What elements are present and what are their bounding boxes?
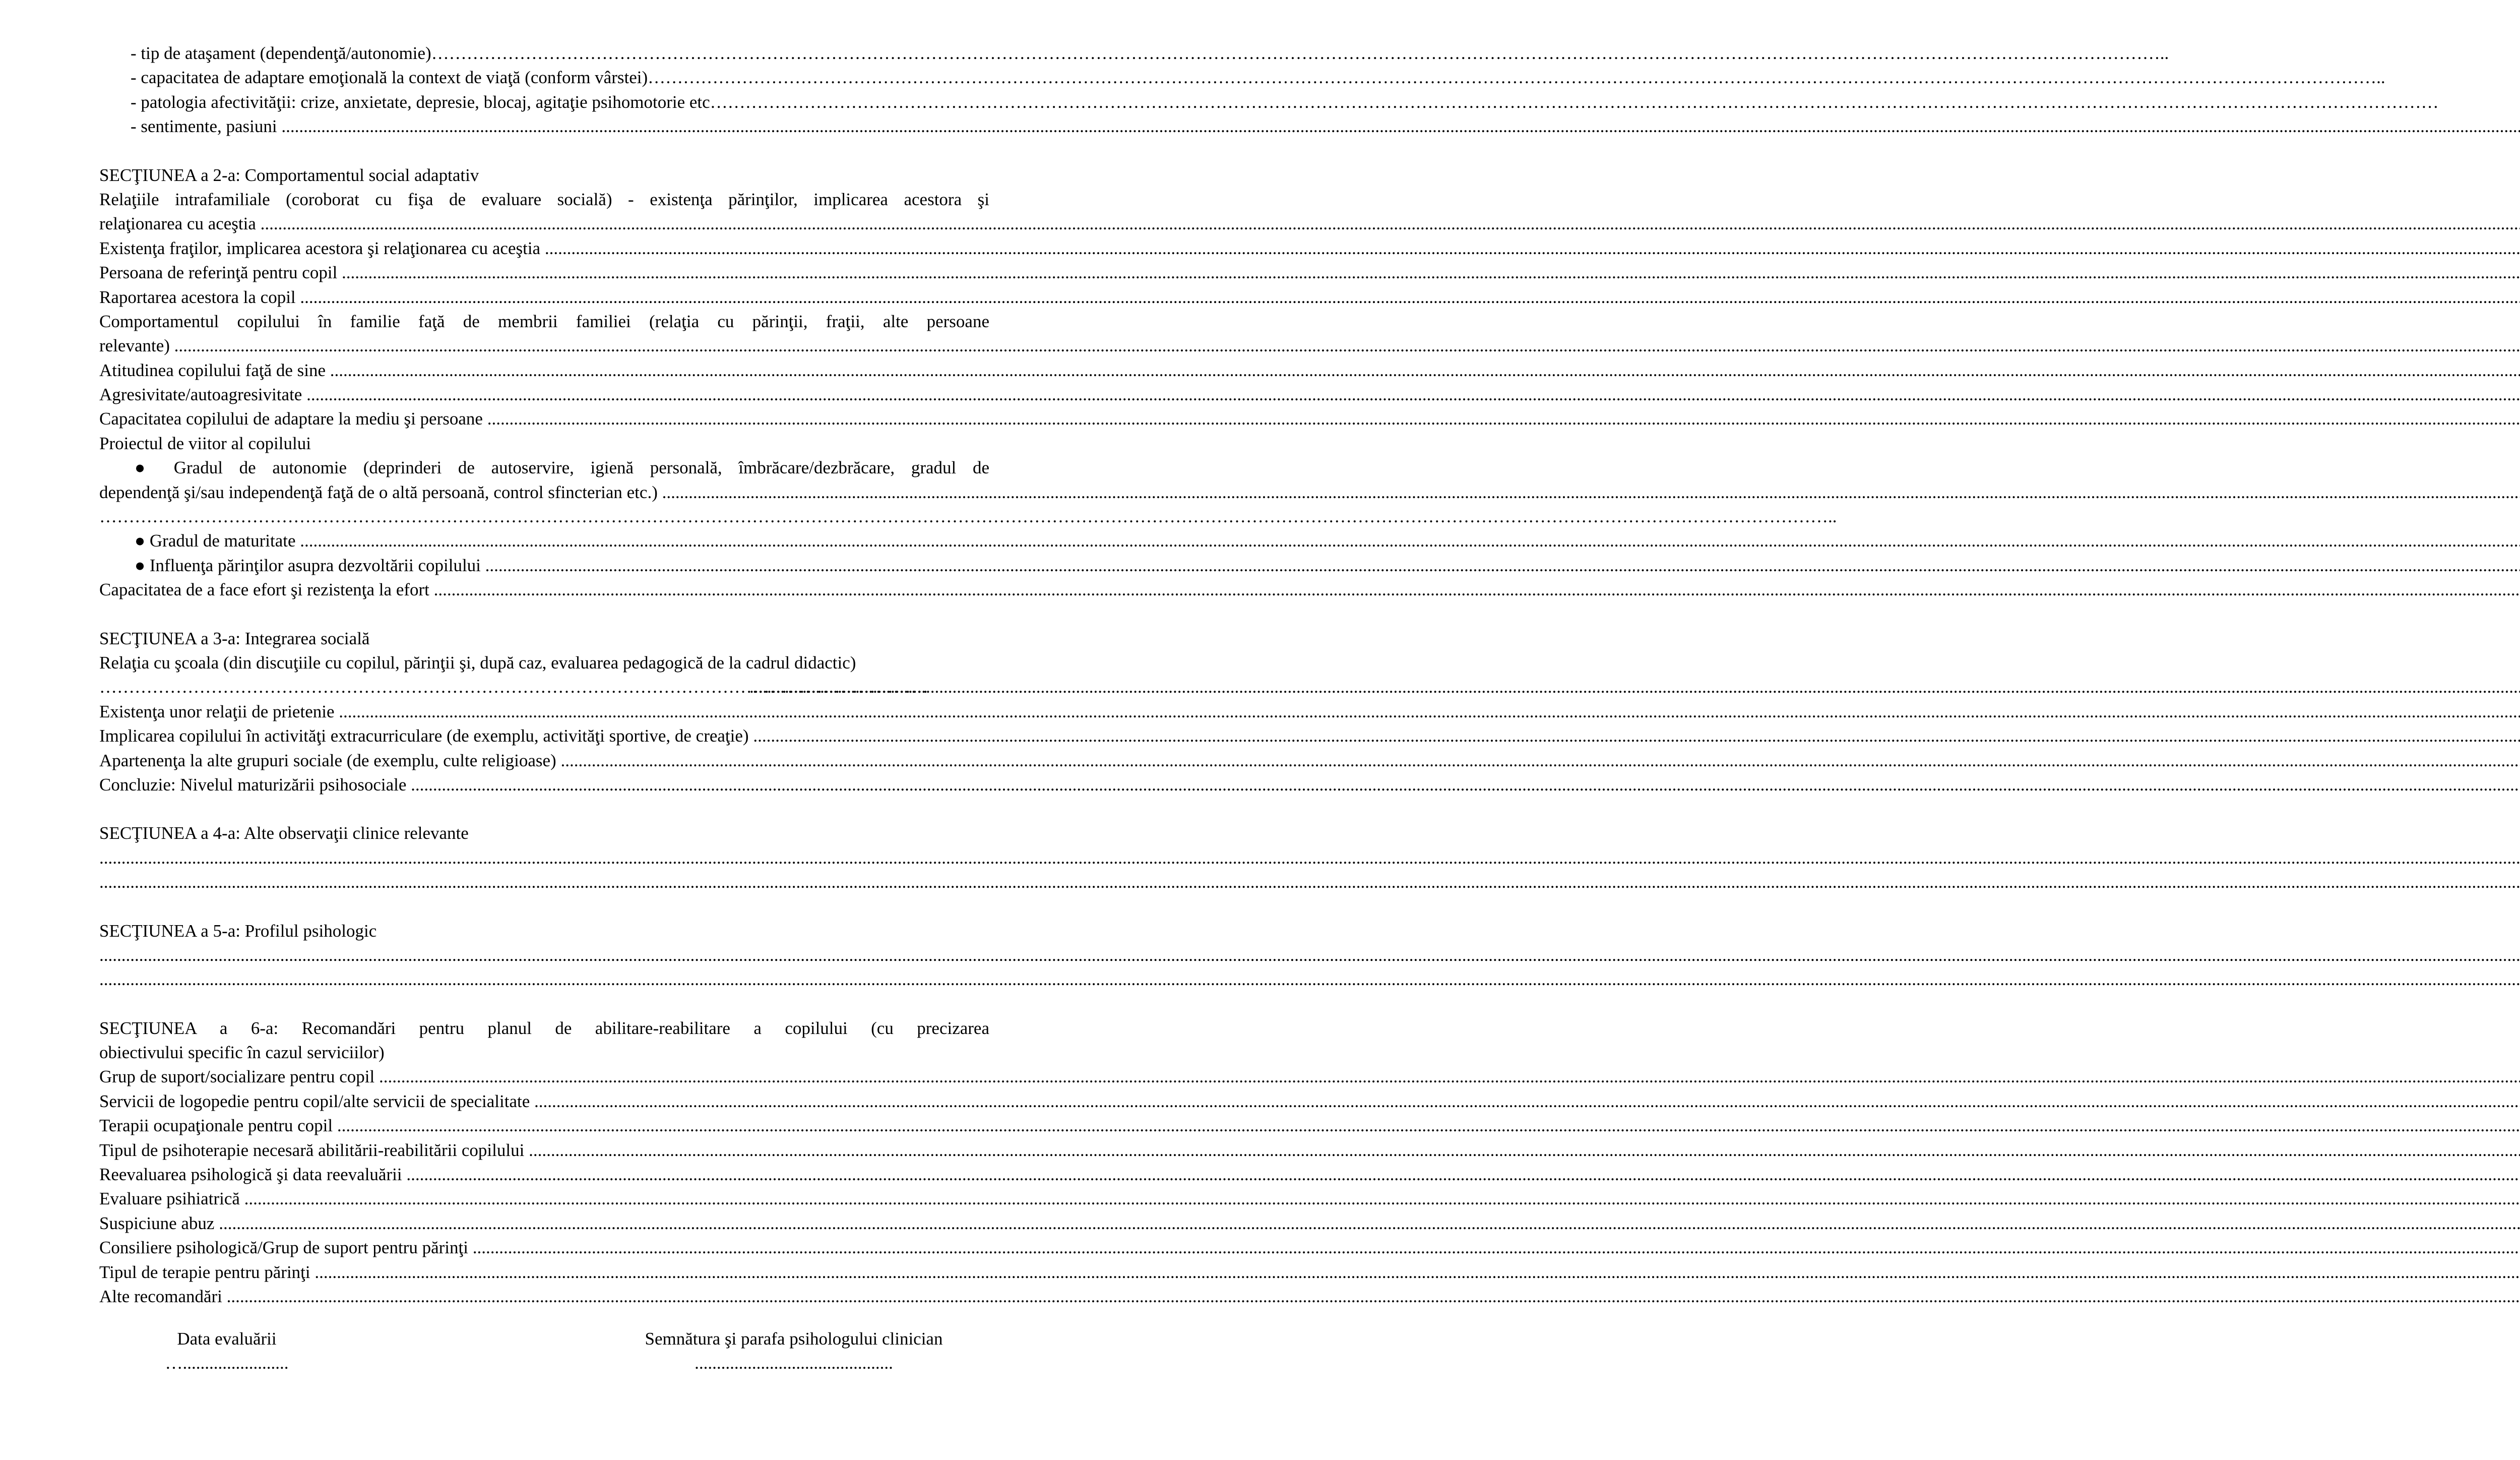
fill-dots [406, 1163, 2520, 1187]
fill-dots [648, 66, 2376, 90]
field-label: Suspiciune abuz [99, 1213, 215, 1233]
field-label: Comportamentul copilului în familie faţă de membrii familiei (relaţia cu părinţii, fraţii, alte persoane [99, 311, 989, 331]
fill-dots [337, 1114, 2520, 1138]
form-field [99, 700, 989, 724]
fill-dots [244, 1187, 2520, 1211]
form-field [99, 554, 989, 578]
form-field [99, 285, 989, 310]
field-label: - sentimente, pasiuni [131, 116, 277, 137]
evaluation-date-block [146, 1327, 307, 1375]
bullet-item-autonomy: ● Gradul de autonomie (deprinderi de autoservire, igienă personală, îmbrăcare/dezbrăcare, gradul de [135, 458, 989, 478]
fill-dots [662, 480, 2520, 505]
fill-dots [99, 846, 2520, 870]
fill-dots [529, 1138, 2520, 1163]
bullet-item-parent-influence: ● Influenţa părinţilor asupra dezvoltării copilului [135, 555, 481, 575]
fill-dots [485, 554, 2520, 578]
fill-dots [379, 1065, 2520, 1089]
fill-ellipsis: …………………………………………………………………………………………………………………………… [99, 677, 928, 697]
form-field [99, 1089, 989, 1114]
fill-dots [342, 261, 2520, 285]
fill-dots [749, 675, 2520, 699]
form-field [99, 1285, 989, 1309]
fill-dots [99, 505, 1828, 529]
date-label: Data evaluării [177, 1329, 277, 1349]
field-label: Agresivitate/autoagresivitate [99, 385, 302, 405]
fill-dots [261, 212, 2520, 236]
field-label: Consiliere psihologică/Grup de suport pentru părinţi [99, 1238, 468, 1258]
fill-dots [411, 773, 2520, 797]
fill-dots [99, 943, 2520, 967]
form-field [99, 236, 989, 261]
blank-line: …………………………………………………………………………………………………………………………………………………………………………………………………………………………………………………………………… .. [99, 505, 989, 529]
evaluation-form-page [99, 41, 2385, 1309]
fill-dots [99, 870, 2520, 894]
form-field [99, 90, 989, 114]
fill-dots [487, 407, 2520, 431]
form-field [99, 212, 989, 236]
section-heading: SECŢIUNEA a 6-a: Recomandări pentru planul de abilitare-reabilitare a copilului (cu precizarea [99, 1018, 989, 1038]
form-field [99, 749, 989, 773]
fill-dots [534, 1089, 2520, 1114]
form-field [99, 578, 989, 602]
form-field [99, 480, 989, 505]
fill-dots [306, 383, 2520, 407]
blank-line [99, 943, 989, 967]
form-field [99, 724, 989, 748]
fill-dots [710, 90, 2439, 114]
blank-line [99, 870, 989, 894]
form-field [99, 1236, 989, 1260]
field-label: Capacitatea copilului de adaptare la mediu şi persoane [99, 409, 483, 429]
form-field [99, 1065, 989, 1089]
field-label: Raportarea acestora la copil [99, 287, 296, 307]
fill-dots [753, 724, 2520, 748]
fill-dots [281, 114, 2520, 139]
form-field [99, 383, 989, 407]
field-label: Existenţa unor relaţii de prietenie [99, 701, 335, 721]
signature-fill-dots: ............................................. [695, 1353, 893, 1373]
bullet-item-maturity: ● Gradul de maturitate [135, 531, 296, 551]
form-field [99, 358, 989, 383]
field-label: Relaţia cu şcoala (din discuţiile cu copilul, părinţii şi, după caz, evaluarea pedagogică de la cadrul didactic) [99, 652, 856, 673]
signature-label: Semnătura şi parafa psihologului clinician [645, 1329, 943, 1349]
form-field [99, 1260, 989, 1285]
fill-dots [300, 285, 2520, 310]
fill-dots [339, 700, 2520, 724]
fill-dots [560, 749, 2520, 773]
fill-dots [314, 1260, 2520, 1285]
form-field [99, 1163, 989, 1187]
date-fill-dots: …........................ [165, 1353, 289, 1373]
fill-dots [545, 236, 2520, 261]
form-field [99, 1187, 989, 1211]
field-label: Grup de suport/socializare pentru copil [99, 1067, 375, 1087]
field-label: Relaţiile intrafamiliale (coroborat cu fişa de evaluare socială) - existenţa părinţilor, implicarea acestora şi [99, 189, 989, 209]
field-label: Concluzie: Nivelul maturizării psihosociale [99, 774, 407, 795]
blank-line [99, 675, 989, 699]
section-heading: SECŢIUNEA a 4-a: Alte observaţii clinice relevante [99, 823, 469, 843]
form-field [99, 1211, 989, 1236]
field-label: Existenţa fraţilor, implicarea acestora şi relaţionarea cu aceştia [99, 238, 541, 258]
field-label: relevante) [99, 336, 170, 356]
field-label: Reevaluarea psihologică şi data reevaluării [99, 1165, 402, 1185]
form-field [99, 261, 989, 285]
field-label: Tipul de terapie pentru părinţi [99, 1262, 310, 1282]
field-label: Apartenenţa la alte grupuri sociale (de exemplu, culte religioase) [99, 750, 556, 770]
fill-dots [300, 529, 2520, 553]
blank-line [99, 967, 989, 992]
form-field [99, 773, 989, 797]
form-field [99, 407, 989, 431]
section-heading: SECŢIUNEA a 3-a: Integrarea socială [99, 628, 370, 648]
field-label: Alte recomandări [99, 1286, 222, 1306]
form-field: - capacitatea de adaptare emoţională la context de viaţă (conform vârstei) …………………………………………………………………………………………………………………………………………………………………………………………………………………………………………………………………… .. [99, 66, 989, 90]
form-field [99, 1114, 989, 1138]
fill-dots [174, 334, 2520, 358]
field-label: Servicii de logopedie pentru copil/alte servicii de specialitate [99, 1091, 530, 1111]
field-label: - capacitatea de adaptare emoţională la context de viaţă (conform vârstei) [131, 68, 648, 88]
field-label: Implicarea copilului în activităţi extracurriculare (de exemplu, activităţi sportive, de creaţie) [99, 726, 749, 746]
field-label: Atitudinea copilului faţă de sine [99, 360, 326, 380]
form-field [99, 529, 989, 553]
form-field [99, 1138, 989, 1163]
field-label: Evaluare psihiatrică [99, 1189, 240, 1209]
field-label: - tip de ataşament (dependenţă/autonomie) [131, 43, 431, 63]
field-label: dependenţă şi/sau independenţă faţă de o altă persoană, control sfincterian etc.) [99, 482, 658, 502]
fill-dots [219, 1211, 2520, 1236]
form-field [99, 114, 989, 139]
field-label: relaţionarea cu aceştia [99, 214, 256, 234]
field-label: Terapii ocupaţionale pentru copil [99, 1116, 333, 1136]
field-label: Persoana de referinţă pentru copil [99, 263, 338, 283]
fill-dots [99, 967, 2520, 992]
fill-dots [227, 1285, 2520, 1309]
signature-block [612, 1327, 975, 1375]
field-label: Proiectul de viitor al copilului [99, 433, 311, 453]
form-field [99, 334, 989, 358]
field-label: Capacitatea de a face efort şi rezistenţa la efort [99, 580, 429, 600]
fill-dots [434, 578, 2520, 602]
section-heading: SECŢIUNEA a 2-a: Comportamentul social adaptativ [99, 165, 479, 185]
fill-dots [431, 41, 2160, 66]
blank-line [99, 846, 989, 870]
section-heading: SECŢIUNEA a 5-a: Profilul psihologic [99, 921, 377, 941]
fill-dots [473, 1236, 2520, 1260]
section-heading-continued: obiectivului specific în cazul serviciilor) [99, 1043, 385, 1063]
fill-dots [330, 358, 2520, 383]
field-label: - patologia afectivităţii: crize, anxietate, depresie, blocaj, agitaţie psihomotorie etc [131, 92, 710, 112]
form-field: - tip de ataşament (dependenţă/autonomie) …………………………………………………………………………………………………………………………………………………………………………………………………………………………………………………………………… .. [99, 41, 989, 66]
field-label: Tipul de psihoterapie necesară abilitării-reabilitării copilului [99, 1140, 525, 1160]
